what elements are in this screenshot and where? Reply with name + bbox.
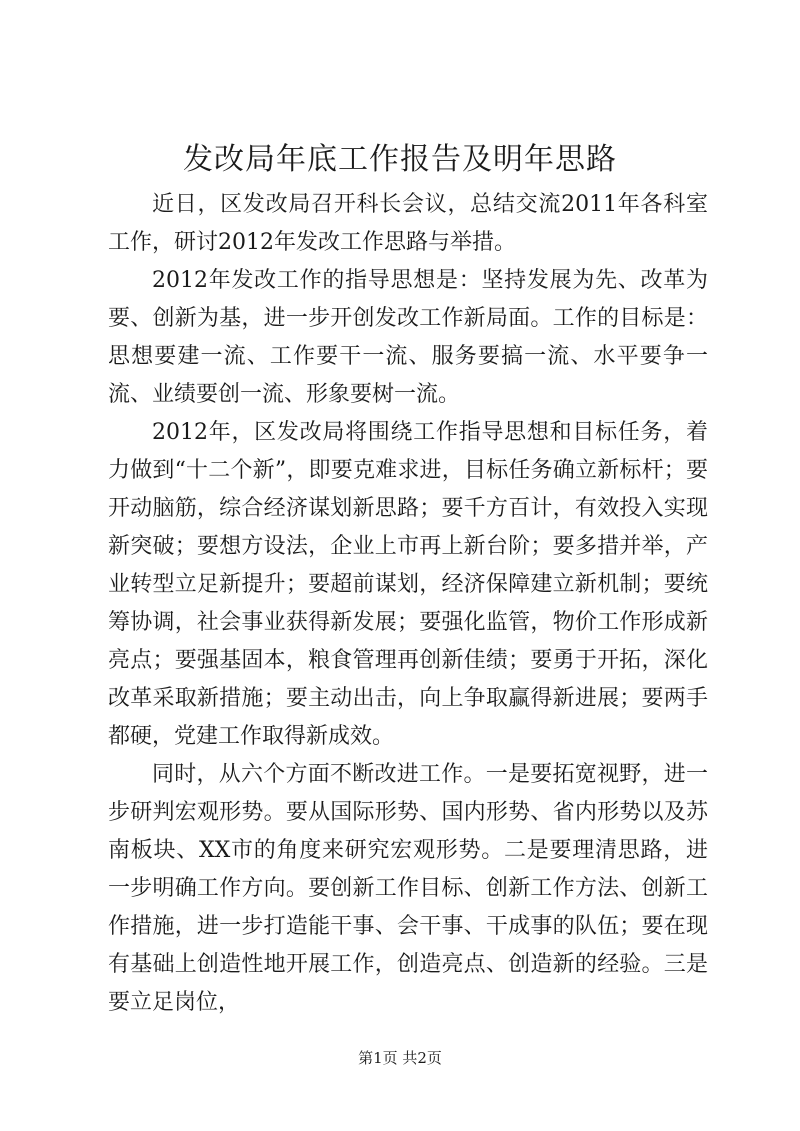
- document-title: 发改局年底工作报告及明年思路: [183, 142, 617, 177]
- paragraph-4: 同时，从六个方面不断改进工作。一是要拓宽视野，进一步研判宏观形势。要从国际形势、国内形势、省内形势以及苏南板块、XX市的角度来研究宏观形势。二是要理清思路，进一步明确工作方向。要创新工作目标、创新工作方法、创新工作措施，进一步打造能干事、会干事、干成事的队伍；要在现有基础上创造性地开展工作，创造亮点、创造新的经验。三是要立足岗位，: [108, 762, 708, 1015]
- document-body: [108, 186, 708, 1022]
- paragraph-1: 近日，区发改局召开科长会议，总结交流2011年各科室工作，研讨2012年发改工作思路与举措。: [108, 192, 708, 255]
- paragraph-3: 2012年，区发改局将围绕工作指导思想和目标任务，着力做到“十二个新”，即要克难求进，目标任务确立新标杆；要开动脑筋，综合经济谋划新思路；要千方百计，有效投入实现新突破；要想方设法，企业上市再上新台阶；要多措并举，产业转型立足新提升；要超前谋划，经济保障建立新机制；要统筹协调，社会事业获得新发展；要强化监管，物价工作形成新亮点；要强基固本，粮食管理再创新佳绩；要勇于开拓，深化改革采取新措施；要主动出击，向上争取赢得新进展；要两手都硬，党建工作取得新成效。: [108, 420, 708, 749]
- paragraph-2: 2012年发改工作的指导思想是：坚持发展为先、改革为要、创新为基，进一步开创发改工作新局面。工作的目标是：思想要建一流、工作要干一流、服务要搞一流、水平要争一流、业绩要创一流、形象要树一流。: [108, 268, 708, 407]
- page-number-footer: 第1页 共2页: [358, 1049, 442, 1067]
